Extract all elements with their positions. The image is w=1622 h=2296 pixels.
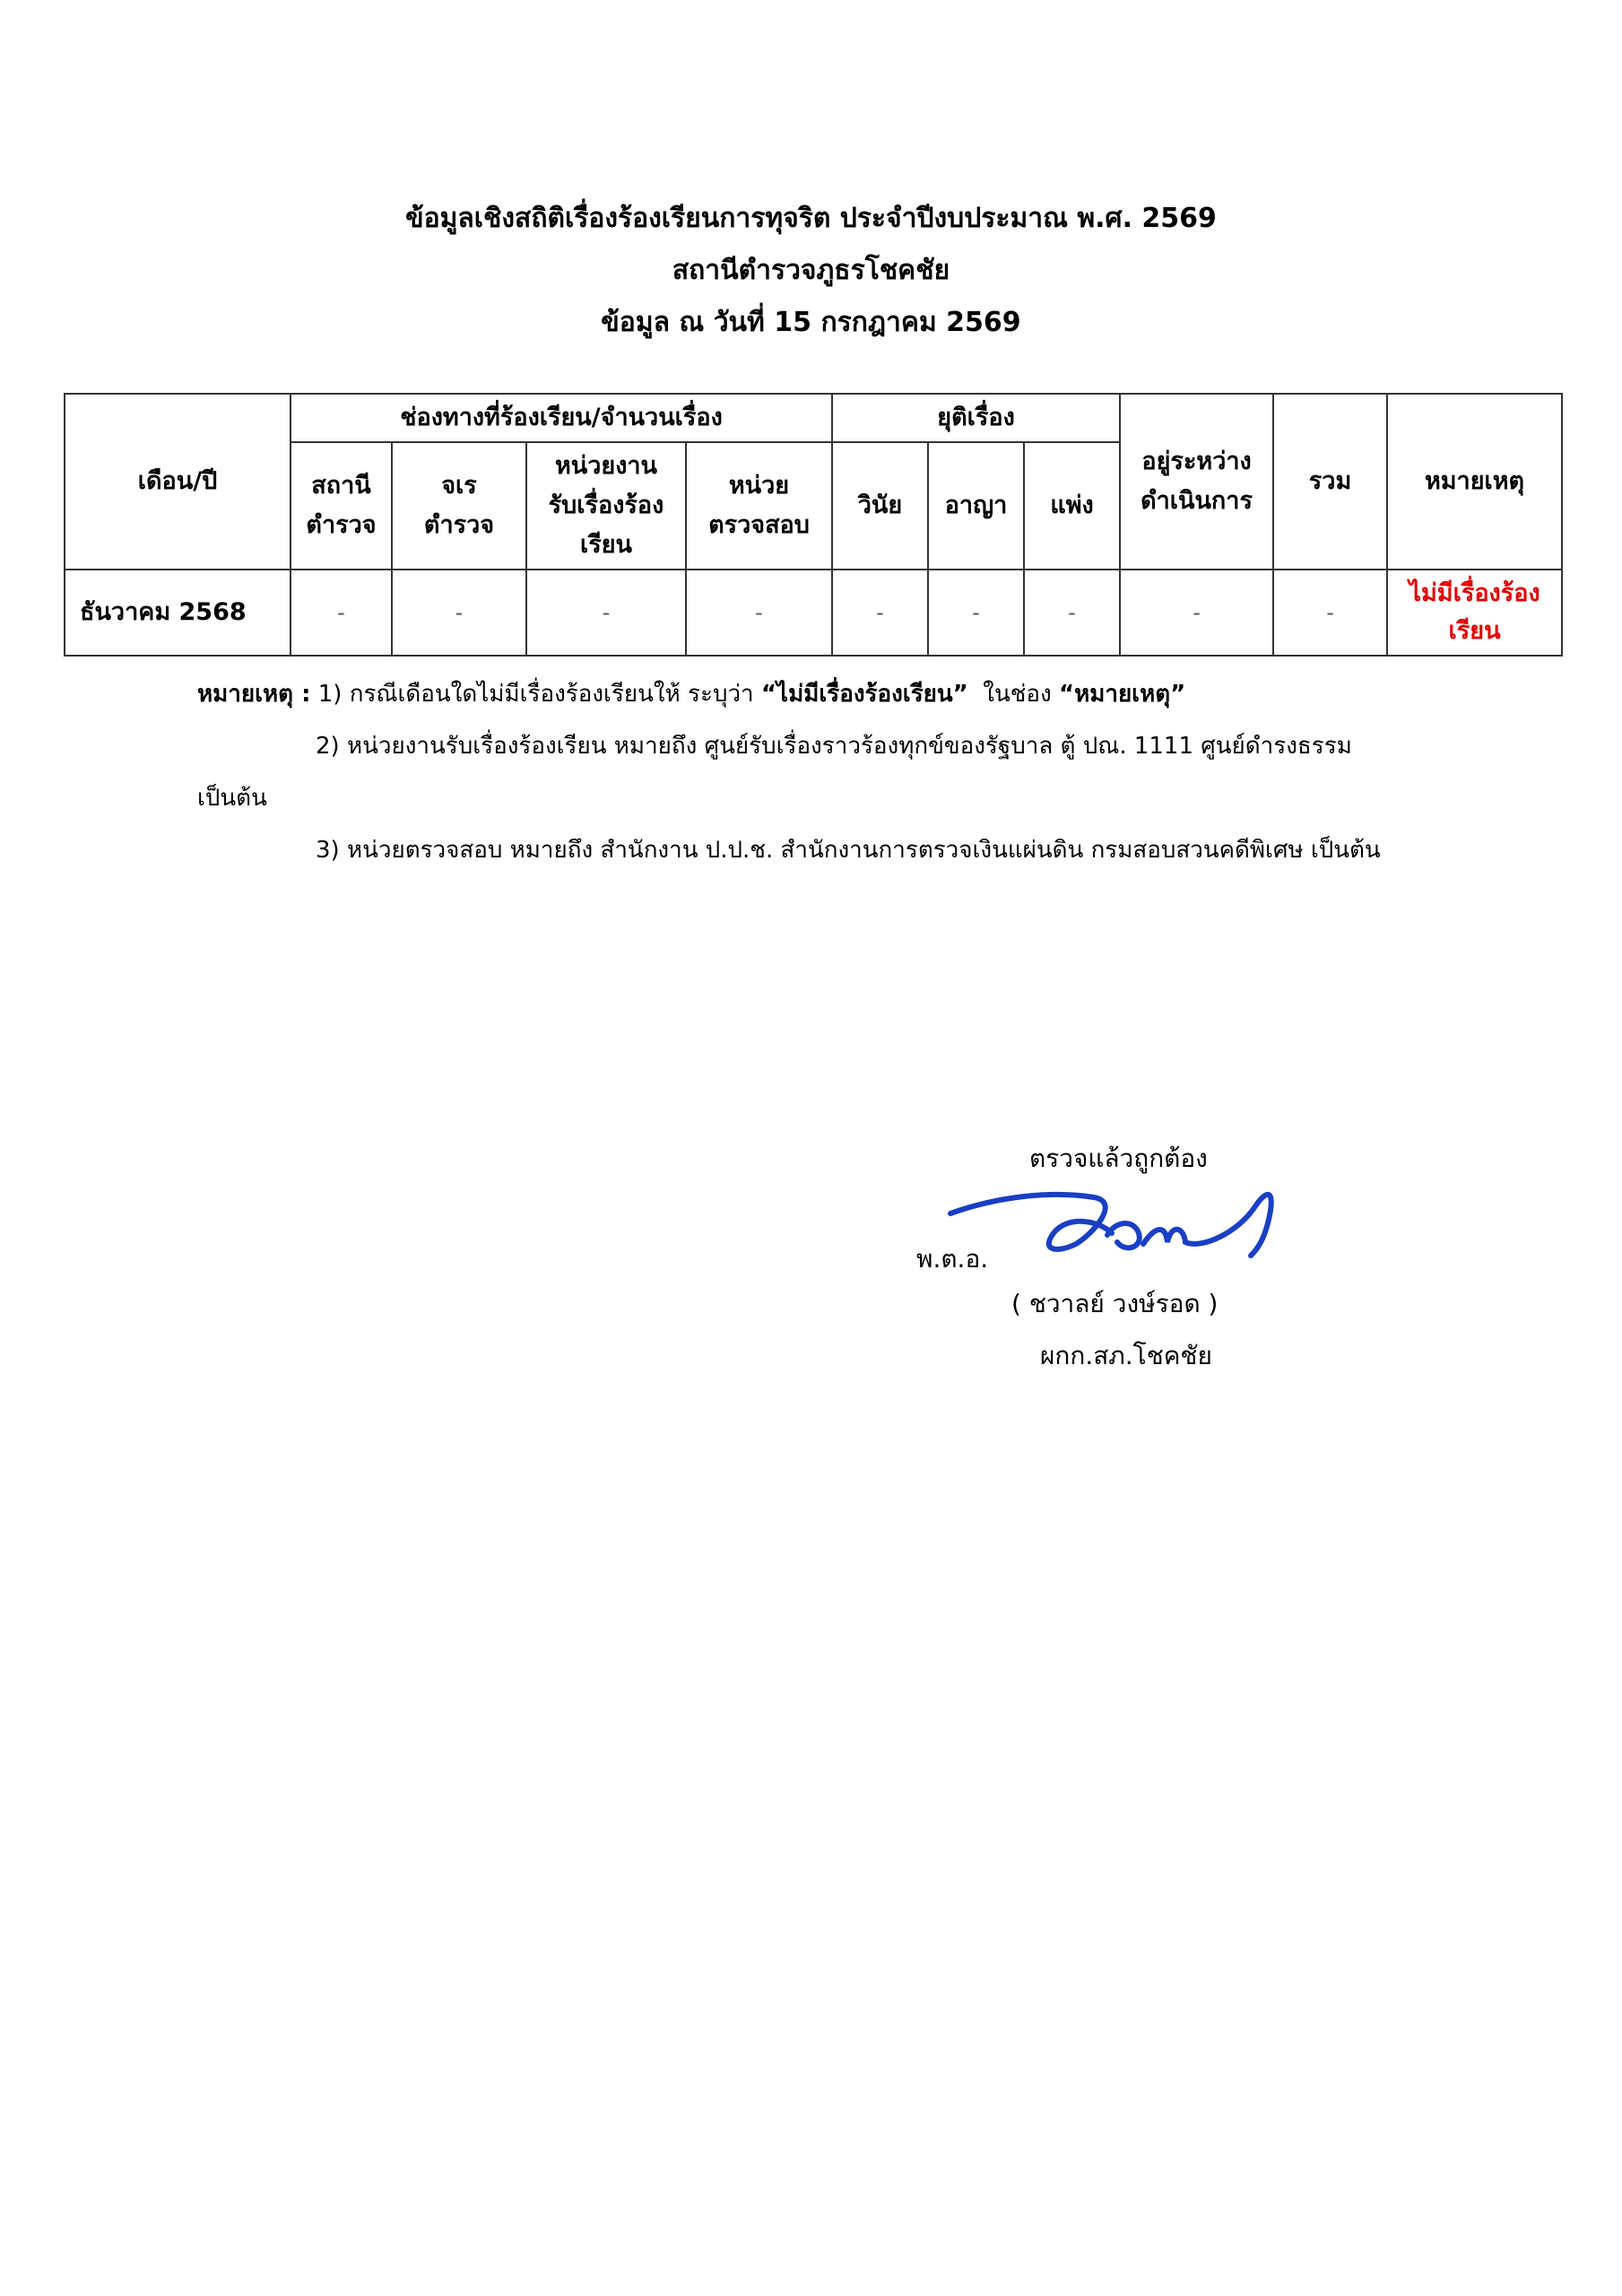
header-total: รวม [1273, 394, 1387, 570]
header-channel-group: ช่องทางที่ร้องเรียน/จำนวนเรื่อง [291, 394, 832, 442]
cell-station: - [291, 570, 392, 656]
header-resolved-group: ยุติเรื่อง [832, 394, 1120, 442]
cell-criminal: - [928, 570, 1024, 656]
cell-agency: - [526, 570, 686, 656]
note-2-continued: เป็นต้น [197, 785, 267, 812]
notes-label: หมายเหตุ : [197, 681, 311, 708]
title-line-3: ข้อมูล ณ วันที่ 15 กรกฎาคม 2569 [601, 307, 1021, 338]
cell-month: ธันวาคม 2568 [65, 570, 291, 656]
cell-civil: - [1024, 570, 1120, 656]
cell-discipline: - [832, 570, 928, 656]
complaint-statistics-table [64, 393, 1563, 657]
header-resolved-discipline: วินัย [832, 442, 928, 570]
document-title [0, 193, 1622, 349]
title-line-2: สถานีตำรวจภูธรโชคชัย [672, 255, 950, 286]
cell-pending: - [1120, 570, 1273, 656]
cell-audit: - [686, 570, 832, 656]
header-pending: อยู่ระหว่าง ดำเนินการ [1120, 394, 1273, 570]
header-channel-inspector: จเร ตำรวจ [392, 442, 526, 570]
cell-total: - [1273, 570, 1387, 656]
officer-position: ผกก.สภ.โชคชัย [1040, 1341, 1212, 1370]
header-remark: หมายเหตุ [1387, 394, 1562, 570]
verified-text: ตรวจแล้วถูกต้อง [1029, 1144, 1208, 1173]
header-resolved-criminal: อาญา [928, 442, 1024, 570]
header-month: เดือน/ปี [65, 394, 291, 570]
note-2: 2) หน่วยงานรับเรื่องร้องเรียน หมายถึง ศูนย์รับเรื่องราวร้องทุกข์ของรัฐบาล ตู้ ปณ. 1111 ศูนย์ดำรงธรรม [316, 733, 1352, 760]
note-1: หมายเหตุ : 1) กรณีเดือนใดไม่มีเรื่องร้องเรียนให้ ระบุว่า “ไม่มีเรื่องร้องเรียน” ในช่อง “หมายเหตุ” [197, 681, 1186, 708]
cell-remark: ไม่มีเรื่องร้อง เรียน [1387, 570, 1562, 656]
cell-inspector: - [392, 570, 526, 656]
officer-name: ( ชวาลย์ วงษ์รอด ) [1011, 1289, 1219, 1318]
handwritten-signature [941, 1170, 1318, 1269]
header-channel-station: สถานี ตำรวจ [291, 442, 392, 570]
header-channel-agency: หน่วยงาน รับเรื่องร้อง เรียน [526, 442, 686, 570]
title-line-1: ข้อมูลเชิงสถิติเรื่องร้องเรียนการทุจริต ประจำปีงบประมาณ พ.ศ. 2569 [405, 203, 1217, 234]
header-resolved-civil: แพ่ง [1024, 442, 1120, 570]
officer-rank: พ.ต.อ. [916, 1244, 989, 1274]
table-row [65, 570, 1562, 656]
header-channel-audit: หน่วย ตรวจสอบ [686, 442, 832, 570]
note-3: 3) หน่วยตรวจสอบ หมายถึง สำนักงาน ป.ป.ช. สำนักงานการตรวจเงินแผ่นดิน กรมสอบสวนคดีพิเศษ เป็นต้น [316, 837, 1381, 864]
